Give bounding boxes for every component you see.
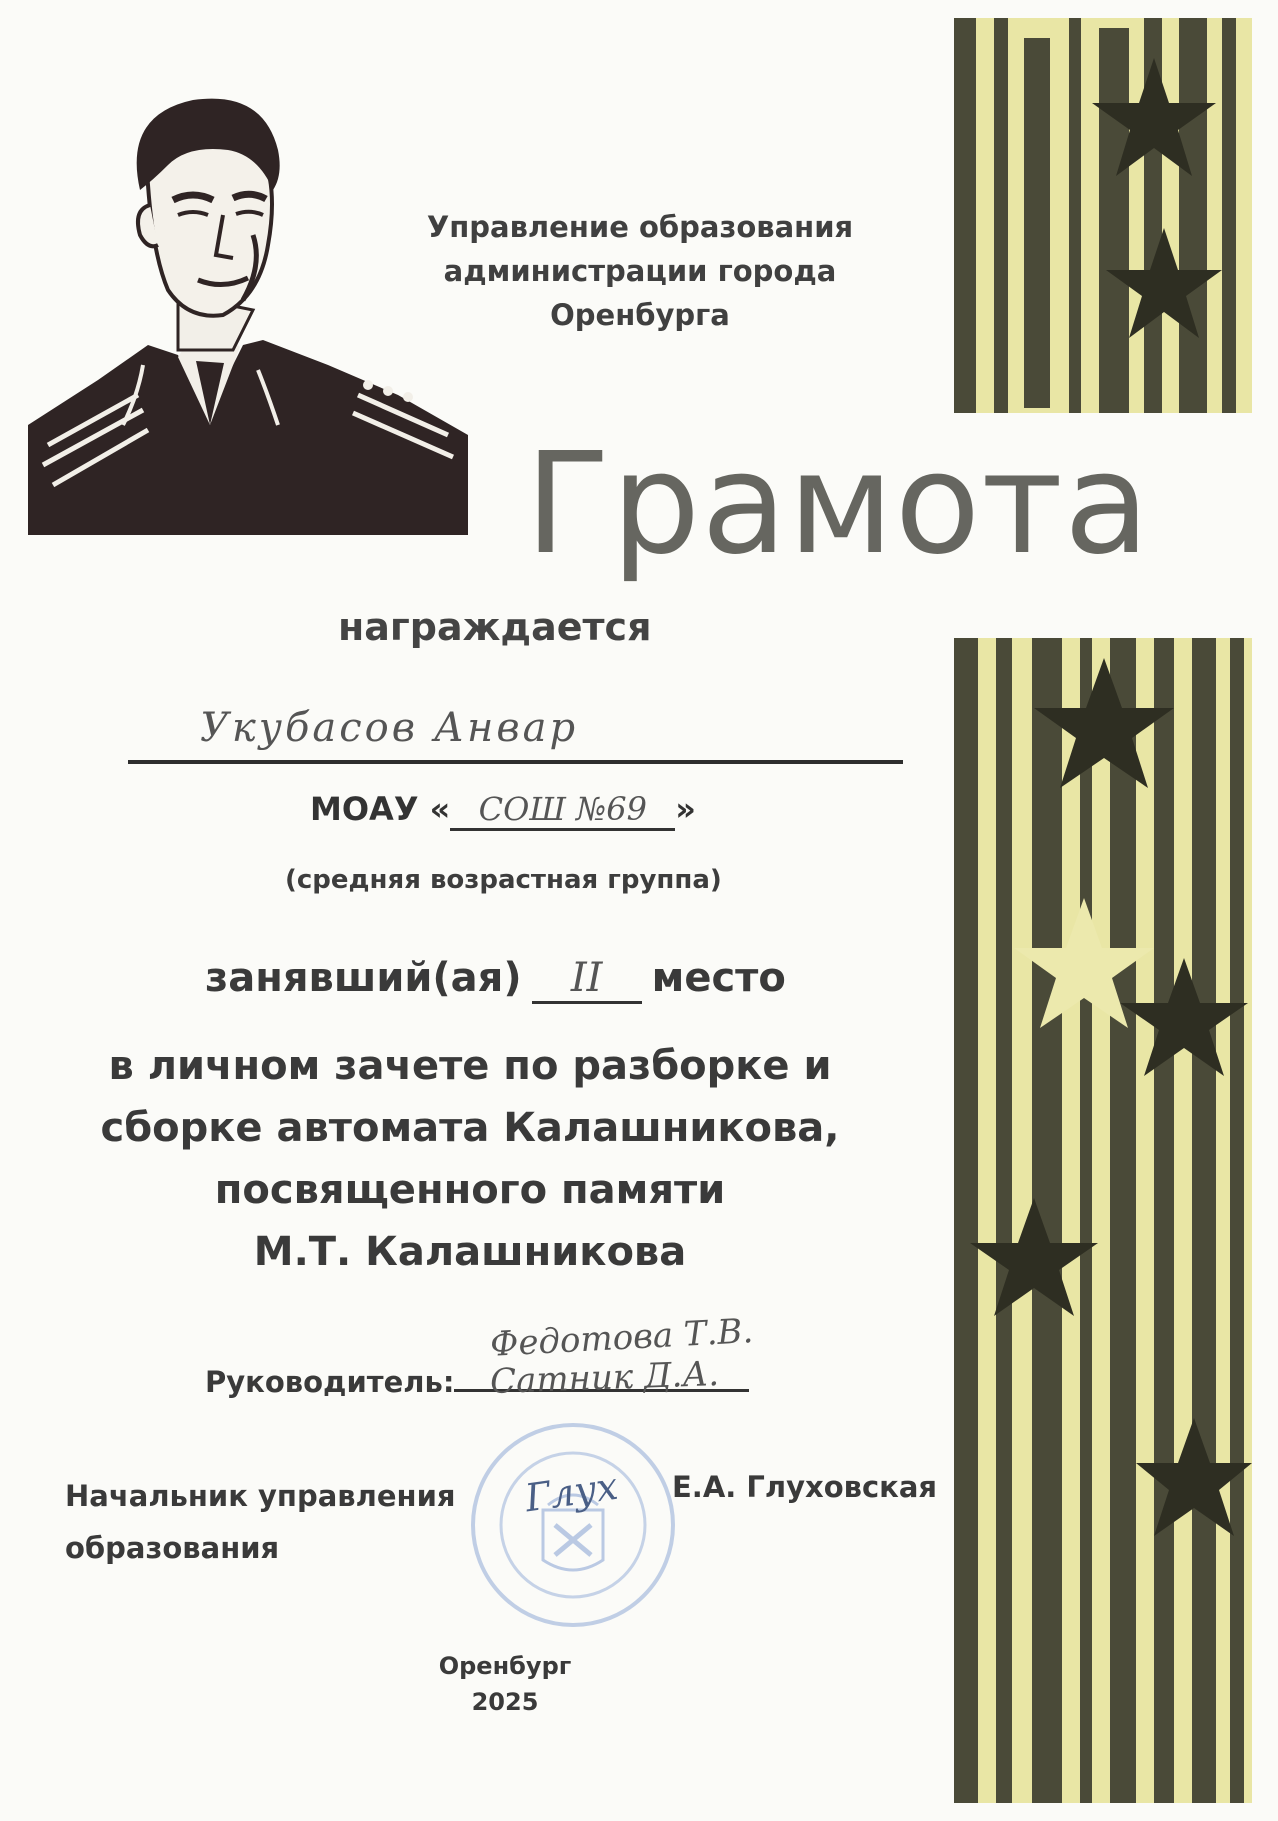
issuing-organization <box>355 205 925 337</box>
decorative-strip-bottom <box>954 638 1252 1803</box>
school-suffix: » <box>675 790 696 828</box>
leader-signature-1: Федотова Т.В. <box>489 1311 755 1365</box>
chief-signature: Глух <box>522 1463 621 1521</box>
school-prefix: МОАУ « <box>310 790 451 828</box>
recipient-name: Укубасов Анвар <box>200 705 579 751</box>
footer-city: Оренбург <box>438 1652 572 1680</box>
age-group: (средняя возрастная группа) <box>285 865 722 895</box>
footer-year: 2025 <box>471 1688 539 1716</box>
chief-title-line-2: образования <box>65 1531 280 1565</box>
leader-signature-2: Сатник Д.А. <box>489 1354 720 1402</box>
decorative-strip-top <box>954 18 1252 413</box>
leader-label: Руководитель: <box>205 1365 455 1399</box>
footer <box>400 1648 610 1720</box>
school-row <box>310 790 696 831</box>
official-stamp <box>463 1415 683 1635</box>
description-line: посвященного памяти <box>214 1167 726 1213</box>
description-line: сборке автомата Калашникова, <box>100 1105 840 1151</box>
chief-name: Е.А. Глуховская <box>672 1470 938 1504</box>
place-prefix: занявший(ая) <box>205 955 522 1001</box>
description-line: в личном зачете по разборке и <box>108 1043 832 1089</box>
document-title: Грамота <box>525 423 1151 586</box>
chief-title-line-1: Начальник управления <box>65 1479 456 1513</box>
org-line-2: администрации города Оренбурга <box>443 254 837 332</box>
achievement-description <box>70 1035 870 1283</box>
school-value: СОШ №69 <box>450 790 675 831</box>
chief-title <box>65 1470 456 1574</box>
recipient-underline <box>128 760 903 764</box>
place-suffix: место <box>651 955 786 1001</box>
place-value: II <box>532 955 642 1004</box>
org-line-1: Управление образования <box>426 210 854 244</box>
awarded-label: награждается <box>338 605 652 649</box>
place-row <box>205 955 786 1004</box>
description-line: М.Т. Калашникова <box>253 1229 687 1275</box>
